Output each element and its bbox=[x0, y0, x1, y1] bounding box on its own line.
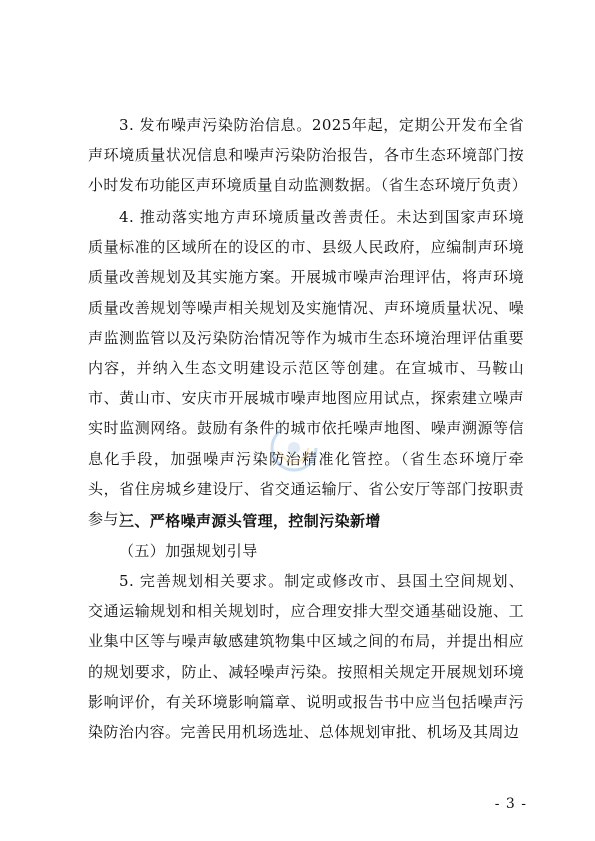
section-heading: 三、严格噪声源头管理，控制污染新增 bbox=[119, 512, 381, 530]
subsection-heading: （五）加强规划引导 bbox=[119, 542, 258, 560]
paragraph-4: 4. 推动落实地方声环境质量改善责任。未达到国家声环境质量标准的区域所在的设区的市、县级人民政府，应编制声环境质量改善规划及其实施方案。开展城市噪声治理评估，将声环境质量改善规划等噪声相关规划及实施情况、声环境质量状况、噪声监测监管以及污染防治情况等作为城市生态环境治理评估重要内容，并纳入生态文明建设示范区等创建。在宣城市、马鞍山市、黄山市、安庆市开展城市噪声地图应用试点，探索建立噪声实时监测网络。鼓励有条件的城市依托噪声地图、噪声溯源等信息化手段，加强噪声污染防治精准化管控。（省生态环境厅牵头，省住房城乡建设厅、省交通运输厅、省公安厅等部门按职责参与） bbox=[88, 208, 524, 529]
paragraph-3: 3. 发布噪声污染防治信息。2025年起，定期公开发布全省声环境质量状况信息和噪声污染防治报告，各市生态环境部门按小时发布功能区声环境质量自动监测数据。（省生态环境厅负责） bbox=[88, 116, 528, 195]
watermark-logo bbox=[264, 418, 324, 478]
page-number: - 3 - bbox=[494, 796, 527, 812]
paragraph-5: 5. 完善规划相关要求。制定或修改市、县国土空间规划、交通运输规划和相关规划时，应合理安排大型交通基础设施、工业集中区等与噪声敏感建筑物集中区域之间的布局，并提出相应的规划要求，防止、减轻噪声污染。按照相关规定开展规划环境影响评价，有关环境影响篇章、说明或报告书中应当包括噪声污染防治内容。完善民用机场选址、总体规划审批、机场及其周边 bbox=[88, 572, 524, 742]
